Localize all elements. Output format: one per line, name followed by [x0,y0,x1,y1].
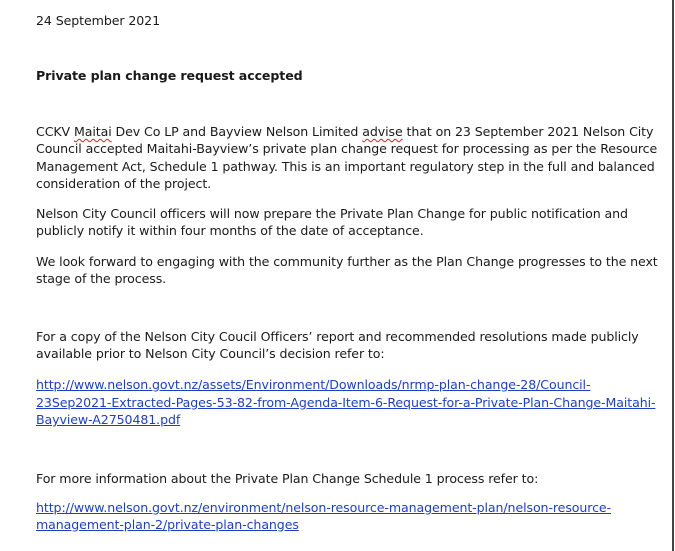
text-run: that on 23 September 2021 Nelson City [402,124,654,139]
document-date: 24 September 2021 [36,13,160,28]
paragraph-line: For more information about the Private Plan Change Schedule 1 process refer to: [36,471,539,486]
paragraph-line: stage of the process. [36,271,167,286]
misspelled-word: Maitai [73,124,112,139]
process-link-line[interactable]: management-plan-2/private-plan-changes [36,517,299,532]
paragraph-line: For a copy of the Nelson City Coucil Officers’ report and recommended resolutions made publicly [36,329,639,344]
text-run: Dev Co LP and Bayview Nelson Limited [111,124,363,139]
paragraph-line: Nelson City Council officers will now prepare the Private Plan Change for public notification and [36,206,628,221]
process-link-line[interactable]: http://www.nelson.govt.nz/environment/nelson-resource-management-plan/nelson-resource- [36,500,611,515]
paragraph-line: Management Act, Schedule 1 pathway. This is an important regulatory step in the full and balanced [36,159,655,174]
paragraph-line: publicly notify it within four months of the date of acceptance. [36,223,424,238]
paragraph-line: Council accepted Maitahi-Bayview’s private plan change request for processing as per the Resource [36,141,658,156]
report-link-line[interactable]: Bayview-A2750481.pdf [36,412,181,427]
report-link-line[interactable]: http://www.nelson.govt.nz/assets/Environment/Downloads/nrmp-plan-change-28/Council- [36,377,591,392]
paragraph-line: consideration of the project. [36,176,212,191]
report-link-line[interactable]: 23Sep2021-Extracted-Pages-53-82-from-Agenda-Item-6-Request-for-a-Private-Plan-Change-Maitahi- [36,395,656,410]
paragraph-line: available prior to Nelson City Council’s decision refer to: [36,346,385,361]
text-run: CCKV [36,124,74,139]
paragraph-line [36,123,653,141]
document-heading: Private plan change request accepted [36,68,303,83]
misspelled-word: advise [362,124,403,139]
paragraph-line: We look forward to engaging with the community further as the Plan Change progresses to the next [36,254,658,269]
